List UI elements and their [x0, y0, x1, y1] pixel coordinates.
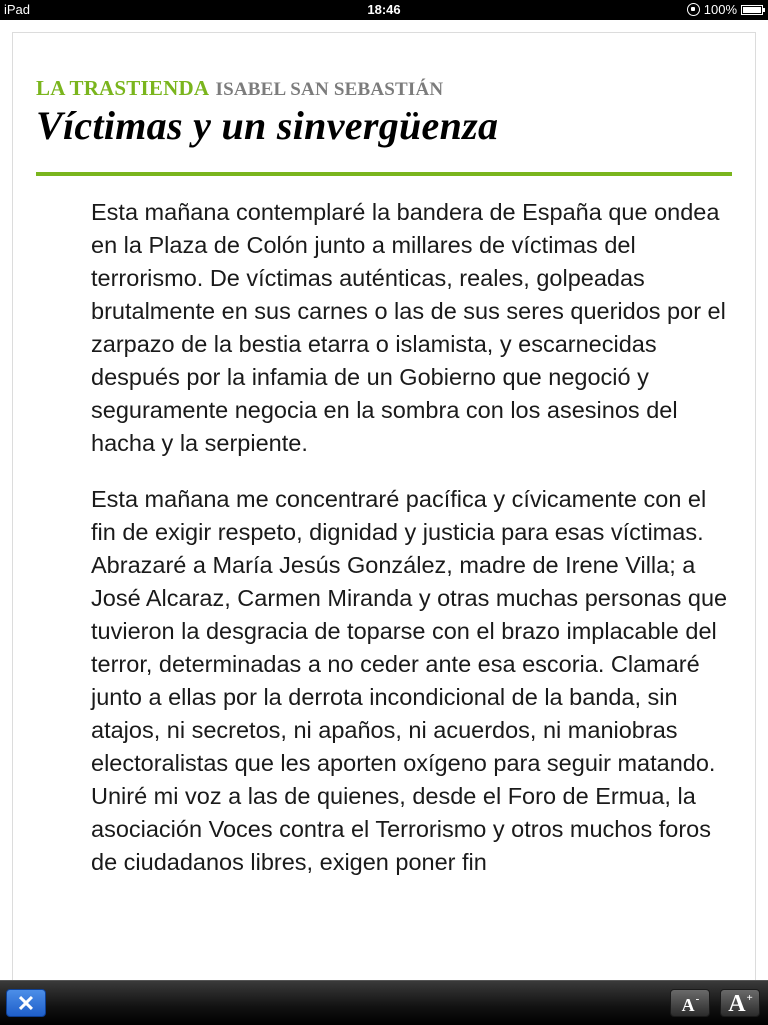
section-label: LA TRASTIENDA: [36, 76, 209, 100]
bottom-toolbar: [0, 980, 768, 1025]
paragraph: Esta mañana contemplaré la bandera de España que ondea en la Plaza de Colón junto a millares de víctimas del terrorismo. De víctimas auténticas, reales, golpeadas brutalmente en sus carnes o las de sus seres queridos por el zarpazo de la bestia etarra o islamista, y escarnecidas después por la infamia de un Gobierno que negoció y seguramente negocia en la sombra con los asesinos del hacha y la serpiente.: [91, 199, 726, 456]
title-divider: [36, 172, 732, 176]
plus-icon: +: [746, 992, 753, 1004]
device-label: iPad: [4, 2, 31, 17]
author-name: ISABEL SAN SEBASTIÁN: [215, 79, 444, 100]
article-title: Víctimas y un sinvergüenza: [36, 103, 499, 148]
close-button[interactable]: [6, 989, 46, 1017]
decrease-font-button[interactable]: [670, 989, 710, 1017]
article-header: [36, 76, 443, 101]
battery-icon: [741, 5, 763, 15]
rotation-lock-icon: [687, 3, 700, 16]
clock: 18:46: [367, 2, 401, 17]
status-right: [687, 2, 763, 17]
font-decrease-icon: A: [681, 995, 695, 1015]
font-increase-icon: A: [728, 991, 746, 1017]
battery-percent: 100%: [703, 2, 737, 17]
close-icon: ✕: [16, 991, 36, 1016]
minus-icon: -: [695, 993, 700, 1005]
status-bar: [0, 0, 768, 20]
article-body: [91, 196, 731, 902]
increase-font-button[interactable]: [720, 989, 760, 1017]
paragraph: Esta mañana me concentraré pacífica y cívicamente con el fin de exigir respeto, dignidad y justicia para esas víctimas. Abrazaré a María Jesús González, madre de Irene Villa; a José Alcaraz, Carmen Miranda y otras muchas personas que tuvieron la desgracia de toparse con el brazo implacable del terror, determinadas a no ceder ante esa escoria. Clamaré junto a ellas por la derrota incondicional de la banda, sin atajos, ni secretos, ni apaños, ni acuerdos, ni maniobras electoralistas que les aporten oxígeno para seguir matando. Uniré mi voz a las de quienes, desde el Foro de Ermua, la asociación Voces contra el Terrorismo y otros muchos foros de ciudadanos libres, exigen poner fin: [91, 486, 728, 875]
